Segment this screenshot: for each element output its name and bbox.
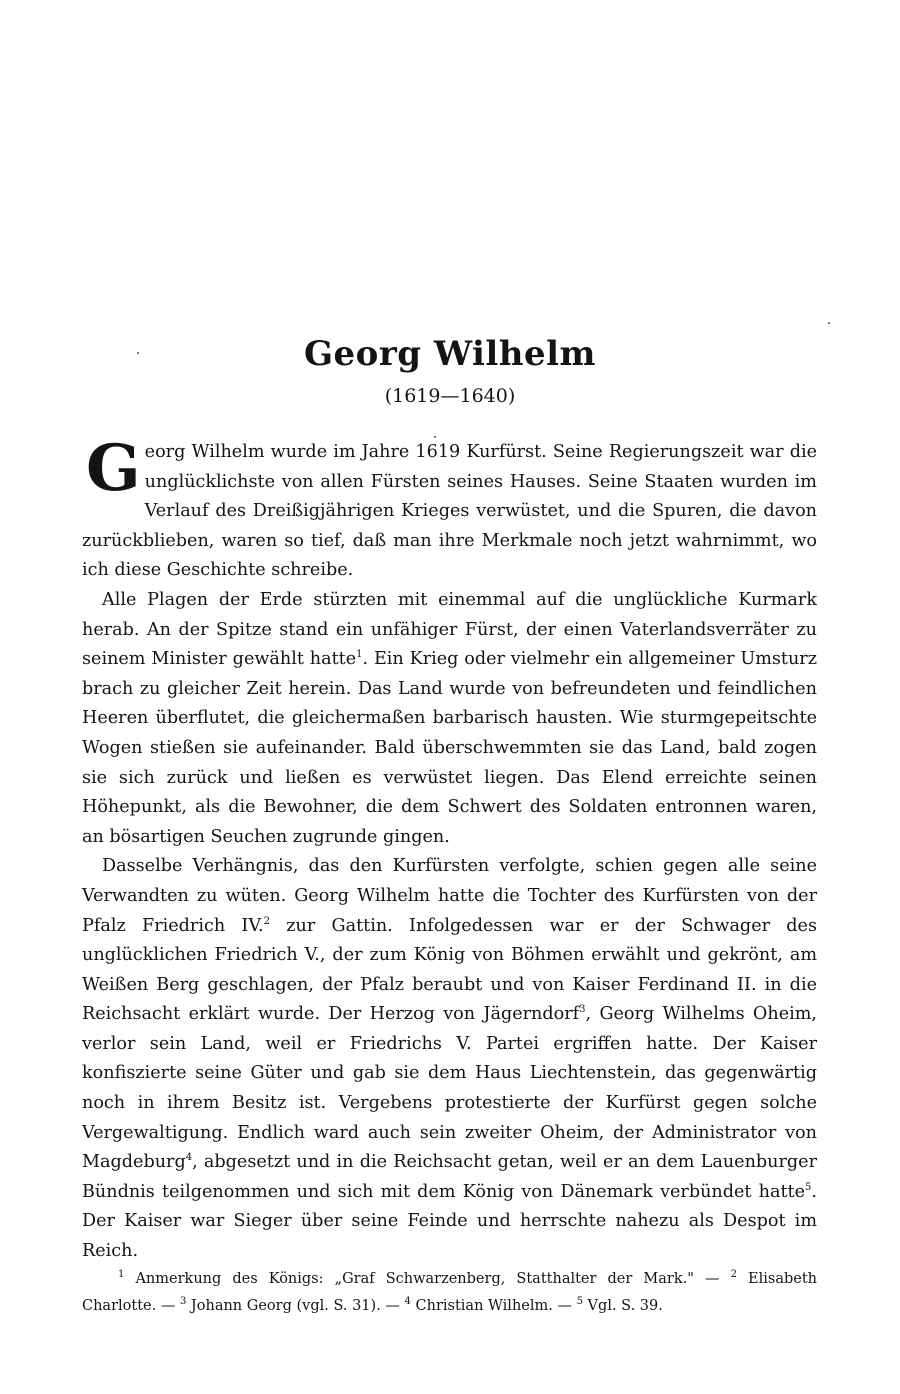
footnote-mark-3: 3 [179, 1296, 187, 1308]
scan-speck [828, 322, 830, 324]
footnote-1: Anmerkung des Königs: „Graf Schwarzenberg, Statthalter der Mark." — [124, 1271, 731, 1287]
footnotes [82, 1266, 817, 1320]
chapter-body [82, 431, 818, 1267]
footnote-mark-5: 5 [576, 1296, 583, 1308]
paragraph-2-text-b: . Ein Krieg oder vielmehr ein allgemeiner Umsturz brach zu gleicher Zeit herein. Das Land wurde von befreundeten und feindlichen Heeren überflutet, die gleichermaßen barbarisch hausten. Wie sturmgepeitschte Wogen stießen sie aufeinander. Bald überschwemmten sie das Land, bald zogen sie sich zurück und ließen es verwüstet liegen. Das Elend erreichte seinen Höhepunkt, als die Bewohner, die dem Schwert des Soldaten entronnen waren, an bösartigen Seuchen zugrunde gingen. [82, 649, 817, 847]
footnote-3: Johann Georg (vgl. S. 31). — [186, 1298, 405, 1314]
scan-speck [137, 352, 139, 354]
paragraph-3-text-a: Dasselbe Verhängnis, das den Kurfürsten verfolgte, schien gegen alle seine Verwandten zu wüten. Georg Wilhelm hatte die Tochter des Kurfürsten von der Pfalz Friedrich IV. [82, 856, 817, 936]
paragraph-3 [82, 852, 817, 1266]
footnote-ref-3[interactable]: 3 [579, 1004, 586, 1016]
footnote-4: Christian Wilhelm. — [410, 1298, 577, 1314]
footnote-ref-1[interactable]: 1 [356, 649, 363, 661]
footnote-mark-2: 2 [730, 1269, 737, 1281]
footnote-2: Elisabeth Charlotte. — [82, 1271, 817, 1314]
footnote-mark-4: 4 [404, 1296, 411, 1308]
chapter-title: Georg Wilhelm [303, 334, 597, 374]
paragraph-3-text-e: . Der Kaiser war Sieger über seine Feinde und herrschte nahezu als Despot im Reich. [82, 1181, 817, 1262]
footnote-5: Vgl. S. 39. [582, 1298, 663, 1314]
paragraph-1 [82, 431, 817, 586]
footnote-ref-5[interactable]: 5 [805, 1181, 812, 1193]
drop-cap: G [86, 431, 141, 506]
paragraph-3-text-c: , Georg Wilhelms Oheim, verlor sein Land, weil er Friedrichs V. Partei ergriffen hatte. Der Kaiser konfiszierte seine Güter und gab sie dem Haus Liechtenstein, das gegenwärtig noch in ihrem Besitz ist. Vergebens protestierte der Kurfürst gegen solche Vergewaltigung. Endlich ward auch sein zweiter Oheim, der Administrator von Magdeburg [82, 1004, 818, 1173]
footnote-ref-4[interactable]: 4 [185, 1152, 193, 1164]
scan-speck [434, 436, 436, 438]
paragraph-2 [82, 586, 817, 852]
footnote-ref-2[interactable]: 2 [263, 915, 270, 927]
footnote-block [82, 1266, 817, 1320]
paragraph-3-text-d: , abgesetzt und in die Reichsacht getan, weil er an dem Lauenburger Bündnis teilgenommen und sich mit dem König von Dänemark verbündet hatte [82, 1152, 817, 1202]
reign-dates: (1619—1640) [384, 385, 516, 407]
footnote-mark-1: 1 [118, 1269, 125, 1281]
paragraph-2-text-a: Alle Plagen der Erde stürzten mit einemmal auf die unglückliche Kurmark herab. An der Spitze stand ein unfähiger Fürst, der einen Vaterlandsverräter zu seinem Minister gewählt hatte [82, 589, 817, 670]
paragraph-1-text: eorg Wilhelm wurde im Jahre 1619 Kurfürst. Seine Regierungszeit war die unglücklichste von allen Fürsten seines Hauses. Seine Staaten wurden im Verlauf des Dreißigjährigen Krieges verwüstet, und die Spuren, die davon zurückblieben, waren so tief, daß man ihre Merkmale noch jetzt wahrnimmt, wo ich diese Geschichte schreibe. [82, 442, 817, 581]
paragraph-3-text-b: zur Gattin. Infolgedessen war er der Schwager des unglücklichen Friedrich V., der zum König von Böhmen erwählt und gekrönt, am Weißen Berg geschlagen, der Pfalz beraubt und von Kaiser Ferdinand II. in die Reichsacht erklärt wurde. Der Herzog von Jägerndorf [82, 915, 817, 1025]
